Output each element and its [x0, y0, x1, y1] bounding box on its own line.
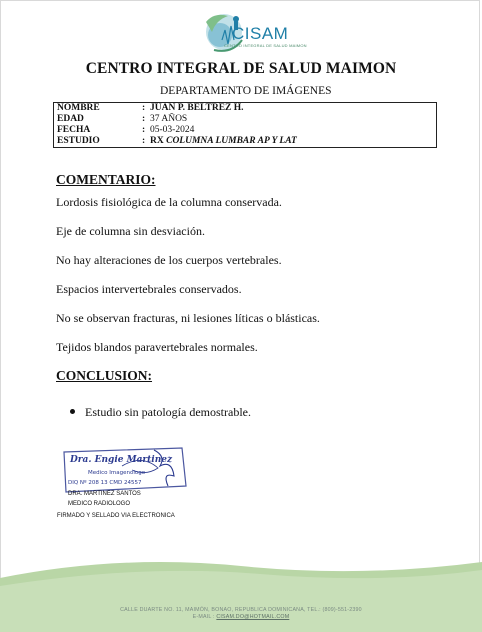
signature-note: FIRMADO Y SELLADO VIA ELECTRONICA	[57, 513, 175, 519]
info-row-date	[54, 125, 436, 136]
logo-subtitle: CENTRO INTEGRAL DE SALUD MAIMON	[224, 43, 307, 48]
study-prefix: RX	[150, 136, 164, 146]
patient-info-box	[53, 102, 437, 148]
footer-email-label: E-MAIL :	[192, 614, 215, 620]
info-key: EDAD	[57, 114, 84, 124]
comment-title: COMENTARIO:	[56, 172, 156, 187]
doctor-name: DRA. MARTINEZ SANTOS	[68, 491, 141, 497]
info-key: NOMBRE	[57, 103, 100, 113]
info-row-study	[54, 136, 436, 147]
footer-contact	[0, 614, 482, 620]
conclusion-title: CONCLUSION:	[56, 368, 153, 383]
department-label: DEPARTAMENTO DE IMÁGENES	[160, 85, 332, 97]
info-key: ESTUDIO	[57, 136, 100, 146]
finding-line: Tejidos blandos paravertebrales normales.	[56, 340, 258, 354]
stamp-id: DIQ Nº 208 13 CMD 24557	[68, 480, 142, 486]
study-value	[150, 136, 297, 147]
footer-wave-decoration	[0, 556, 482, 632]
footer-email-link[interactable]: CISAM.DO@HOTMAIL.COM	[216, 614, 290, 620]
finding-line: No se observan fracturas, ni lesiones líticas o blásticas.	[56, 311, 320, 325]
doctor-role: MEDICO RADIOLOGO	[68, 501, 131, 507]
conclusion-text: Estudio sin patología demostrable.	[85, 405, 251, 419]
info-row-age	[54, 114, 436, 125]
stamp-name: Dra. Engie Martinez	[70, 455, 173, 465]
finding-line: No hay alteraciones de los cuerpos vertebrales.	[56, 253, 282, 267]
patient-name-value: JUAN P. BELTREZ H.	[150, 103, 244, 113]
center-name-heading: CENTRO INTEGRAL DE SALUD MAIMON	[85, 60, 397, 77]
info-separator: :	[142, 103, 146, 113]
finding-line: Espacios intervertebrales conservados.	[56, 282, 242, 296]
study-date-value: 05-03-2024	[150, 125, 195, 135]
footer-address: CALLE DUARTE NO. 11, MAIMÓN, BONAO, REPUBLICA DOMINICANA, TEL.: (809)-551-2390	[120, 607, 362, 613]
signature-stamp-icon	[62, 446, 188, 496]
study-name: COLUMNA LUMBAR AP Y LAT	[166, 136, 297, 146]
logo-wordmark: CISAM	[232, 24, 289, 43]
info-key: FECHA	[57, 125, 91, 135]
info-separator: :	[142, 136, 146, 146]
finding-line: Eje de columna sin desviación.	[56, 224, 205, 238]
patient-age-value: 37 AÑOS	[150, 114, 188, 124]
finding-line: Lordosis fisiológica de la columna conservada.	[56, 195, 282, 209]
stamp-title: Medico Imagenologo	[88, 470, 146, 476]
info-row-name	[54, 103, 436, 114]
bullet-icon	[70, 409, 75, 414]
info-separator: :	[142, 114, 146, 124]
info-separator: :	[142, 125, 146, 135]
